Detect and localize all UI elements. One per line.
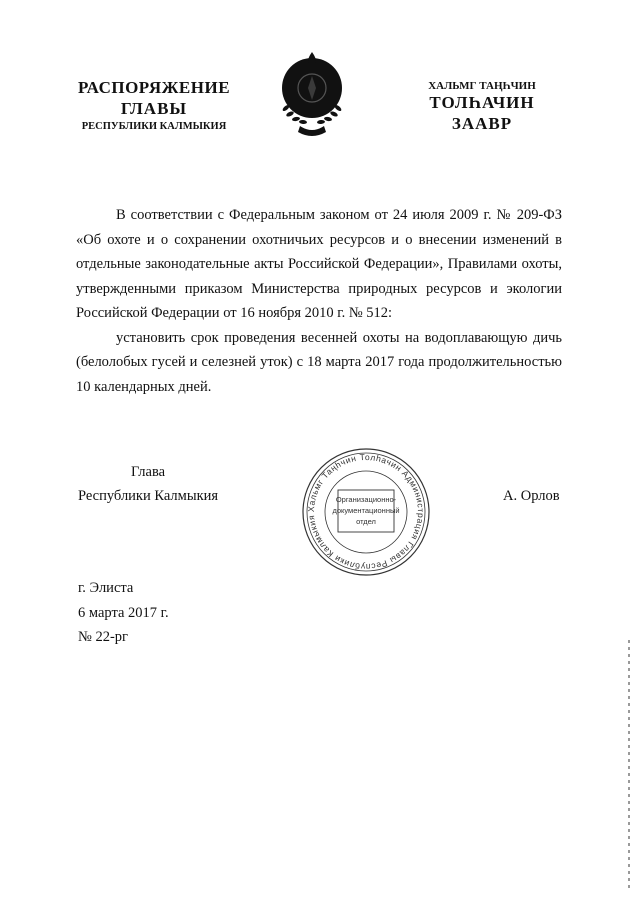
header-right-line2: ТОЛҺАЧИН (429, 93, 535, 112)
stamp-inner-line3: отдел (356, 517, 376, 526)
stamp-inner-line2: документационный (332, 506, 400, 515)
header-right-line1: ХАЛЬМГ ТАҢҺЧИН (428, 80, 536, 92)
header-title-head: ГЛАВЫ (120, 99, 188, 118)
header-title-republic: РЕСПУБЛИКИ КАЛМЫКИЯ (81, 121, 227, 132)
stamp-outer-text: Хальмг Таңһчин Толһачин Администрация Главы Республики Калмыкия (305, 451, 427, 573)
header-title-order: РАСПОРЯЖЕНИЕ (77, 78, 231, 97)
footer-place: г. Элиста (78, 580, 134, 596)
header-right-line3: ЗААВР (451, 114, 513, 133)
stamp-inner-line1: Организационно- (335, 495, 397, 504)
signature-name: А. Орлов (503, 488, 560, 504)
footer-number: № 22-рг (78, 629, 128, 645)
body-paragraph-resolution: установить срок проведения весенней охоты на водоплавающую дичь (белолобых гусей и селезней уток) с 18 марта 2017 года продолжительностью 10 календарных дней. (76, 329, 562, 395)
document-footer (78, 576, 169, 650)
decree-body (76, 203, 562, 399)
body-paragraph-preamble: В соответствии с Федеральным законом от 24 июля 2009 г. № 209-ФЗ «Об охоте и о сохранении охотничьих ресурсов и о внесении изменений в отдельные законодательные акты Российской Федерации», Правилами охоты, утвержденными приказом Министерства природных ресурсов и экологии Российской Федерации от 16 ноября 2010 г. № 512: (76, 207, 562, 321)
signature-title: Глава (131, 464, 166, 480)
header-left-block (64, 78, 244, 132)
official-stamp (300, 446, 432, 578)
emblem-icon (270, 48, 354, 140)
header-right-block (398, 80, 566, 134)
scan-edge-line (628, 640, 630, 890)
footer-date: 6 марта 2017 г. (78, 604, 169, 621)
signature-org: Республики Калмыкия (78, 488, 219, 504)
